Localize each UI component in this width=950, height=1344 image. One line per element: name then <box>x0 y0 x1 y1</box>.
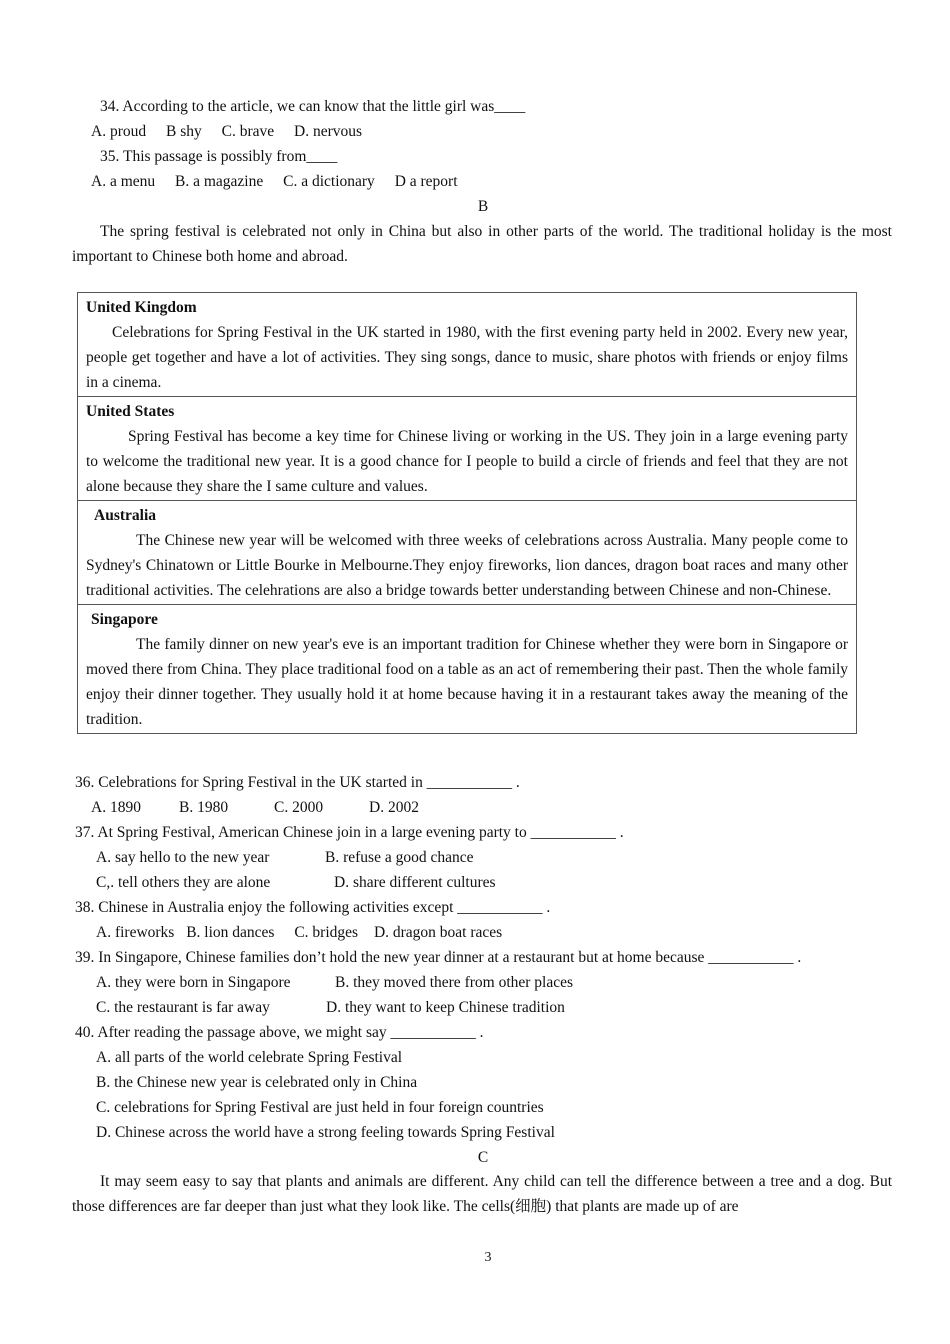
q34-option-a: A. proud <box>91 123 147 140</box>
q34-option-d: D. nervous <box>294 123 363 140</box>
q37-option-c: C,. tell others they are alone <box>96 874 271 891</box>
q40-option-b: B. the Chinese new year is celebrated only in China <box>96 1074 418 1091</box>
q38-option-c: C. bridges <box>294 924 359 941</box>
q37-option-d: D. share different cultures <box>334 874 496 891</box>
countries-table <box>77 292 857 734</box>
question-38-options <box>96 920 502 945</box>
section-c-intro: It may seem easy to say that plants and animals are different. Any child can tell the difference between a tree and a dog. But those differences are far deeper than just what they look like. The cells(细胞) that plants are made up of are <box>72 1173 892 1215</box>
country-row-singapore <box>78 605 857 734</box>
country-row-us <box>78 397 857 501</box>
question-40-stem: 40. After reading the passage above, we might say ___________ . <box>75 1024 484 1041</box>
section-c-heading: C <box>477 1149 489 1166</box>
question-39-stem: 39. In Singapore, Chinese families don’t hold the new year dinner at a restaurant but at home because ___________ . <box>75 949 802 966</box>
q40-option-d: D. Chinese across the world have a strong feeling towards Spring Festival <box>96 1124 555 1141</box>
country-name: United Kingdom <box>86 299 197 316</box>
q36-option-c: C. 2000 <box>274 799 324 816</box>
section-b-heading: B <box>477 198 489 215</box>
q38-option-b: B. lion dances <box>186 924 275 941</box>
q39-option-c: C. the restaurant is far away <box>96 999 270 1016</box>
q34-option-b: B shy <box>165 123 202 140</box>
q38-option-a: A. fireworks <box>96 924 175 941</box>
country-name: United States <box>86 403 175 420</box>
q35-option-d: D a report <box>394 173 458 190</box>
q39-option-d: D. they want to keep Chinese tradition <box>326 999 565 1016</box>
question-35-stem: 35. This passage is possibly from____ <box>100 148 338 165</box>
q37-option-a: A. say hello to the new year <box>96 849 270 866</box>
country-row-australia <box>78 501 857 605</box>
country-text: Celebrations for Spring Festival in the UK started in 1980, with the first evening party held in 2002. Every new year, people get together and have a lot of activities. They sing songs, dance to music, share photos with friends or enjoy films in a cinema. <box>86 324 848 391</box>
q35-option-c: C. a dictionary <box>283 173 375 190</box>
question-36-stem: 36. Celebrations for Spring Festival in the UK started in ___________ . <box>75 774 520 791</box>
q37-option-b: B. refuse a good chance <box>325 849 474 866</box>
question-37-stem: 37. At Spring Festival, American Chinese join in a large evening party to ___________ . <box>75 824 624 841</box>
q40-option-c: C. celebrations for Spring Festival are just held in four foreign countries <box>96 1099 544 1116</box>
country-row-uk <box>78 293 857 397</box>
q36-option-a: A. 1890 <box>91 799 141 816</box>
q34-option-c: C. brave <box>221 123 275 140</box>
question-34-stem: 34. According to the article, we can know that the little girl was____ <box>100 98 526 115</box>
country-name: Australia <box>94 507 156 524</box>
q39-option-a: A. they were born in Singapore <box>96 974 291 991</box>
section-b-intro: The spring festival is celebrated not only in China but also in other parts of the world. The traditional holiday is the most important to Chinese both home and abroad. <box>72 223 892 265</box>
page-number: 3 <box>484 1250 492 1265</box>
q36-option-b: B. 1980 <box>179 799 229 816</box>
country-text: The Chinese new year will be welcomed with three weeks of celebrations across Australia. Many people come to Sydney's Chinatown or Little Bourke in Melbourne.They enjoy fireworks, lion dances, dragon boat races and many other traditional activities. The celehrations are also a bridge towards better understanding between Chinese and non-Chinese. <box>86 532 848 599</box>
question-35-options <box>91 169 458 194</box>
question-34-options <box>91 119 362 144</box>
country-name: Singapore <box>91 611 158 628</box>
q35-option-b: B. a magazine <box>175 173 264 190</box>
q38-option-d: D. dragon boat races <box>373 924 503 941</box>
q39-option-b: B. they moved there from other places <box>335 974 574 991</box>
q36-option-d: D. 2002 <box>369 799 419 816</box>
country-text: The family dinner on new year's eve is an important tradition for Chinese whether they were born in Singapore or moved there from China. They place traditional food on a table as an act of remembering their past. Then the whole family enjoy their dinner together. They usually hold it at home because having it in a restaurant takes away the meaning of the tradition. <box>86 636 848 728</box>
country-text: Spring Festival has become a key time for Chinese living or working in the US. They join in a large evening party to welcome the traditional new year. It is a good chance for I people to build a circle of friends and feel that they are not alone because they share the I same culture and values. <box>86 428 848 495</box>
q35-option-a: A. a menu <box>91 173 156 190</box>
q40-option-a: A. all parts of the world celebrate Spring Festival <box>96 1049 403 1066</box>
question-38-stem: 38. Chinese in Australia enjoy the following activities except ___________ . <box>75 899 551 916</box>
